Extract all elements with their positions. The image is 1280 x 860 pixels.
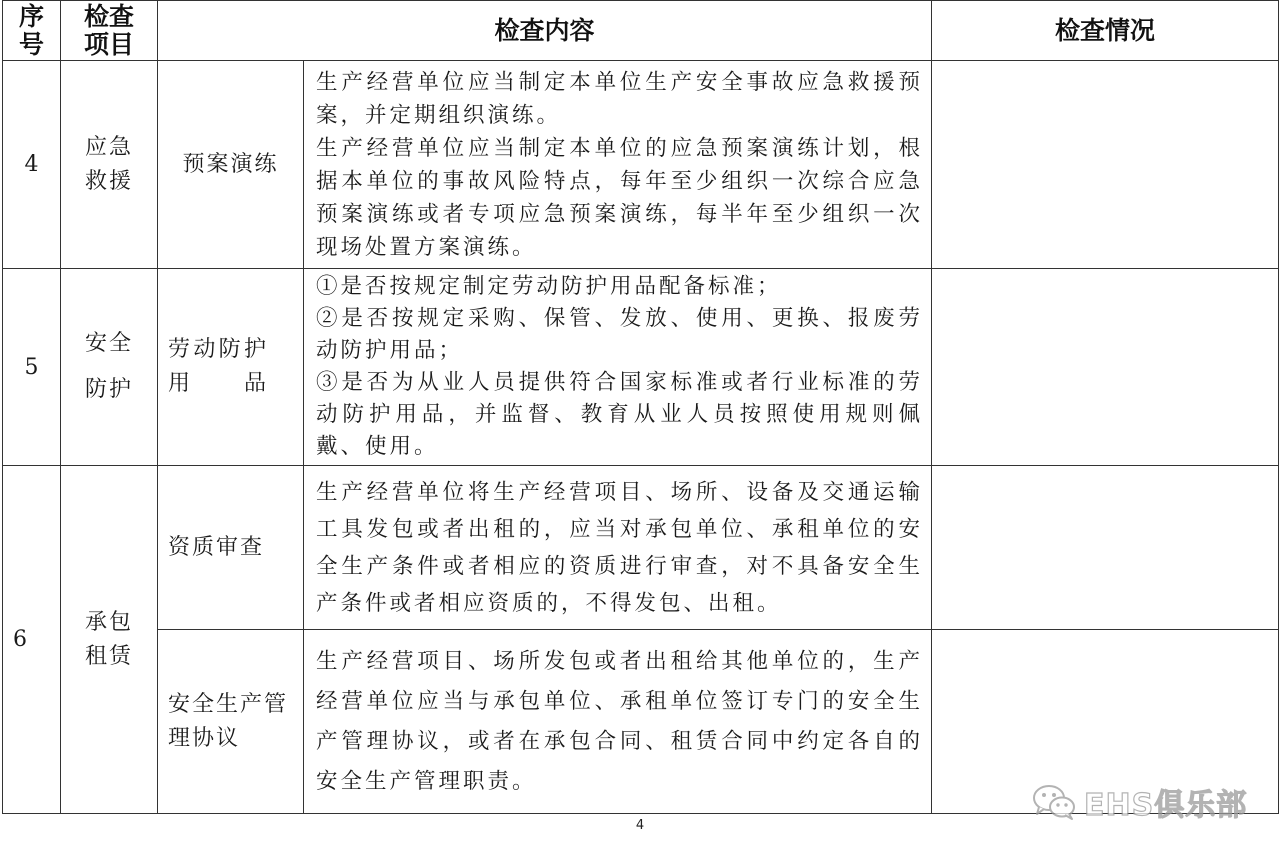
row-subitem: 预案演练 [158, 61, 304, 269]
row-content [304, 269, 932, 466]
row-item [61, 61, 158, 269]
header-content [158, 1, 932, 61]
row-item [61, 269, 158, 466]
content-paragraph: 生产经营单位应当制定本单位生产安全事故应急救援预案，并定期组织演练。 [316, 69, 924, 128]
content-paragraph: 生产经营单位将生产经营项目、场所、设备及交通运输工具发包或者出租的，应当对承包单位、承租单位的安全生产条件或者相应的资质进行审查，对不具备安全生产条件或者相应资质的，不得发包、出租。 [316, 479, 924, 616]
header-status [932, 1, 1279, 61]
watermark [1030, 780, 1247, 824]
table-row [3, 61, 1279, 269]
row-subitem-text: 劳动防护用品 [168, 337, 268, 396]
row-item-text: 承包租赁 [84, 609, 133, 669]
inspection-table [2, 0, 1279, 814]
row-number: 4 [3, 61, 61, 269]
row-item [61, 466, 158, 814]
header-item [61, 1, 158, 61]
row-subitem [158, 630, 304, 814]
row-number: 5 [3, 269, 61, 466]
header-status-text: 检查情况 [1055, 15, 1156, 45]
row-subitem-text: 安全生产管理协议 [168, 691, 289, 751]
row-item-text: 应急救援 [84, 134, 133, 194]
inspection-table-sheet [2, 0, 1278, 813]
watermark-text: EHS俱乐部 [1084, 788, 1248, 823]
row-subitem: 资质审查 [158, 466, 304, 630]
row-item-text: 安全防护 [84, 331, 133, 402]
row-status[interactable] [932, 61, 1279, 269]
row-status[interactable] [932, 269, 1279, 466]
row-content [304, 630, 932, 814]
row-status[interactable] [932, 466, 1279, 630]
header-no [3, 1, 61, 61]
row-number: 6 [3, 466, 61, 814]
wechat-icon [1030, 782, 1078, 822]
row-content [304, 61, 932, 269]
content-paragraph: ①是否按规定制定劳动防护用品配备标准； [316, 274, 782, 299]
content-paragraph: 生产经营项目、场所发包或者出租给其他单位的，生产经营单位应当与承包单位、承租单位签订专门的安全生产管理协议，或者在承包合同、租赁合同中约定各自的安全生产管理职责。 [316, 648, 924, 794]
table-row [3, 466, 1279, 630]
header-item-text: 检查项目 [83, 1, 134, 59]
header-content-text: 检查内容 [494, 15, 595, 45]
content-paragraph: ③是否为从业人员提供符合国家标准或者行业标准的劳动防护用品，并监督、教育从业人员按照使用规则佩戴、使用。 [316, 370, 924, 459]
content-paragraph: ②是否按规定采购、保管、发放、使用、更换、报废劳动防护用品； [316, 306, 924, 363]
table-header-row [3, 1, 1279, 61]
row-content [304, 466, 932, 630]
content-paragraph: 生产经营单位应当制定本单位的应急预案演练计划，根据本单位的事故风险特点，每年至少组织一次综合应急预案演练或者专项应急预案演练，每半年至少组织一次现场处置方案演练。 [316, 135, 924, 260]
header-no-text: 序号 [18, 1, 44, 59]
table-row [3, 269, 1279, 466]
row-subitem [158, 269, 304, 466]
page-number: 4 [635, 818, 645, 833]
